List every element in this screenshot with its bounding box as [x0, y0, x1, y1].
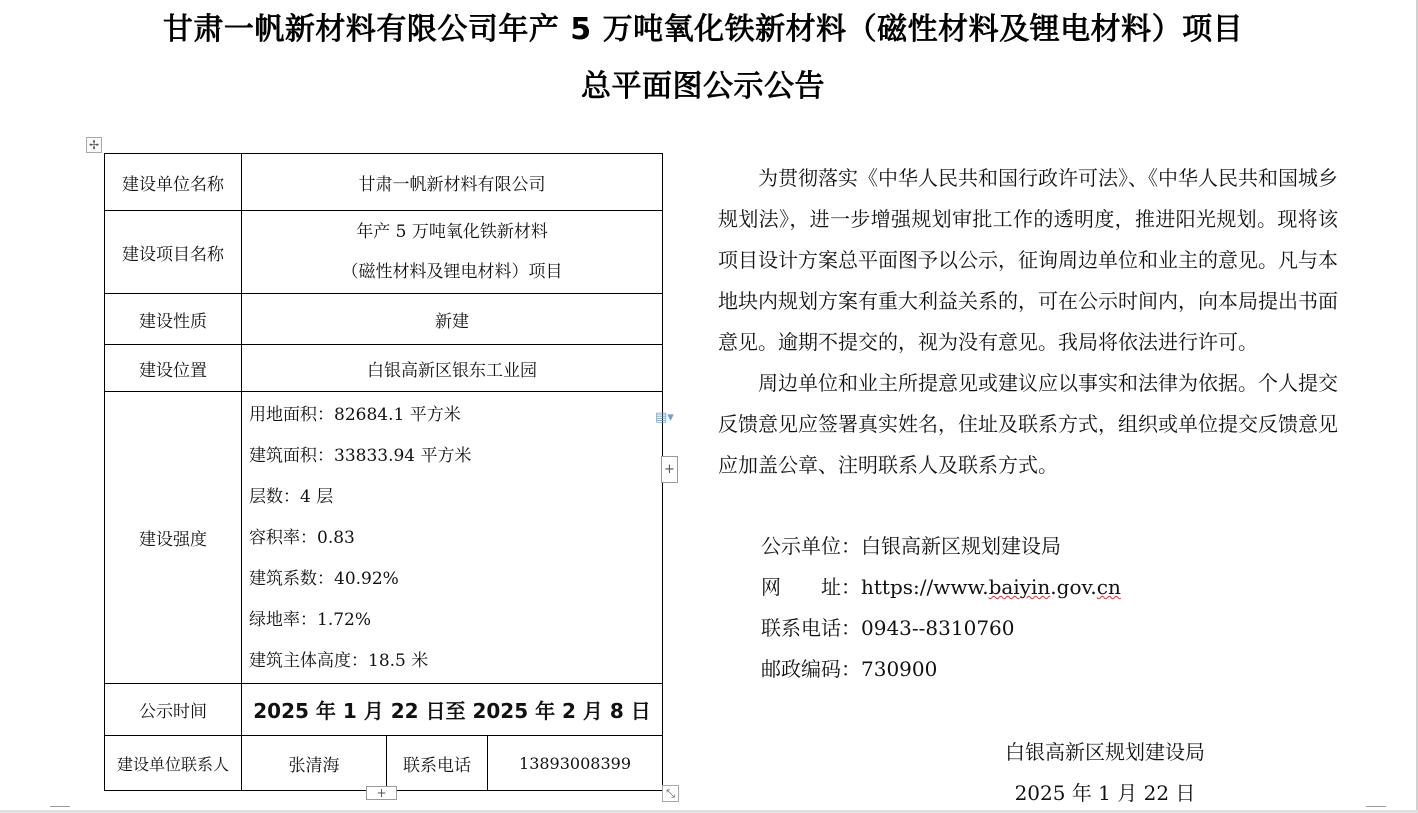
phone-line — [761, 608, 1015, 649]
page-corner-mark — [50, 806, 70, 807]
add-row-icon[interactable]: + — [366, 786, 397, 800]
unit-name-value: 甘肃一帆新材料有限公司 — [242, 154, 663, 211]
website-label: 网 址： — [761, 575, 861, 599]
website-prefix: https://www. — [861, 575, 989, 599]
table-row — [105, 211, 663, 294]
table-row — [105, 345, 663, 392]
table-row — [105, 684, 663, 736]
building-area-item: 建筑面积：33833.94 平方米 — [249, 446, 472, 466]
contact-person-label: 建设单位联系人 — [105, 736, 242, 791]
contact-phone-value: 13893008399 — [488, 736, 663, 791]
phone-label: 联系电话： — [761, 616, 861, 640]
table-move-handle-icon[interactable]: ✢ — [86, 137, 102, 153]
table-row — [105, 294, 663, 345]
building-coefficient-item: 建筑系数：40.92% — [249, 569, 399, 589]
postcode-value: 730900 — [861, 657, 938, 681]
website-line — [761, 567, 1121, 608]
strength-label: 建设强度 — [105, 392, 242, 684]
website-link[interactable] — [861, 575, 1121, 599]
nature-label: 建设性质 — [105, 294, 242, 345]
website-mid: .gov. — [1050, 575, 1097, 599]
website-tld: cn — [1096, 575, 1121, 599]
notice-paragraph-2: 周边单位和业主所提意见或建议应以事实和法律为依据。个人提交反馈意见应签署真实姓名，住址及联系方式，组织或单位提交反馈意见应加盖公章、注明联系人及联系方式。 — [718, 371, 1338, 477]
plot-ratio-item: 容积率：0.83 — [249, 528, 355, 548]
signature-date: 2025 年 1 月 22 日 — [1014, 781, 1196, 805]
signature-org: 白银高新区规划建设局 — [1005, 740, 1205, 764]
website-domain: baiyin — [988, 575, 1051, 599]
project-name-line-2: （磁性材料及锂电材料）项目 — [341, 262, 563, 282]
postcode-label: 邮政编码： — [761, 657, 861, 681]
notice-paragraph-1: 为贯彻落实《中华人民共和国行政许可法》、《中华人民共和国城乡规划法》，进一步增强规划审批工作的透明度，推进阳光规划。现将该项目设计方案总平面图予以公示，征询周边单位和业主的意见。凡与本地块内规划方案有重大利益关系的，可在公示时间内，向本局提出书面意见。逾期不提交的，视为没有意见。我局将依法进行许可。 — [718, 166, 1338, 354]
period-value: 2025 年 1 月 22 日至 2025 年 2 月 8 日 — [242, 684, 663, 736]
project-name-line-1: 年产 5 万吨氧化铁新材料 — [356, 222, 548, 242]
table-row — [105, 736, 663, 791]
project-info-table — [104, 153, 663, 791]
contact-person-value: 张清海 — [242, 736, 387, 791]
unit-name-label: 建设单位名称 — [105, 154, 242, 211]
floors-item: 层数：4 层 — [249, 487, 334, 507]
document-title: 甘肃一帆新材料有限公司年产 5 万吨氧化铁新材料（磁性材料及锂电材料）项目 — [162, 12, 1244, 47]
publisher-line — [761, 526, 1061, 567]
strength-value — [242, 392, 663, 684]
nature-value: 新建 — [242, 294, 663, 345]
phone-value: 0943--8310760 — [861, 616, 1015, 640]
period-label: 公示时间 — [105, 684, 242, 736]
table-resize-icon[interactable]: ⤡ — [662, 785, 679, 802]
project-name-label: 建设项目名称 — [105, 211, 242, 294]
layout-options-icon[interactable]: ▤▾ — [655, 410, 674, 425]
page-corner-mark — [1366, 806, 1386, 807]
location-label: 建设位置 — [105, 345, 242, 392]
land-area-item: 用地面积：82684.1 平方米 — [249, 405, 461, 425]
publisher-label: 公示单位： — [761, 534, 861, 558]
green-ratio-item: 绿地率：1.72% — [249, 610, 372, 630]
postcode-line — [761, 649, 937, 690]
project-name-value — [242, 211, 663, 294]
table-row — [105, 154, 663, 211]
document-subtitle: 总平面图公示公告 — [581, 69, 825, 104]
add-column-icon[interactable]: + — [661, 456, 678, 483]
table-row — [105, 392, 663, 684]
contact-phone-label: 联系电话 — [387, 736, 488, 791]
notice-body — [718, 158, 1338, 486]
publisher-value: 白银高新区规划建设局 — [861, 534, 1061, 558]
location-value: 白银高新区银东工业园 — [242, 345, 663, 392]
building-height-item: 建筑主体高度：18.5 米 — [249, 651, 429, 671]
